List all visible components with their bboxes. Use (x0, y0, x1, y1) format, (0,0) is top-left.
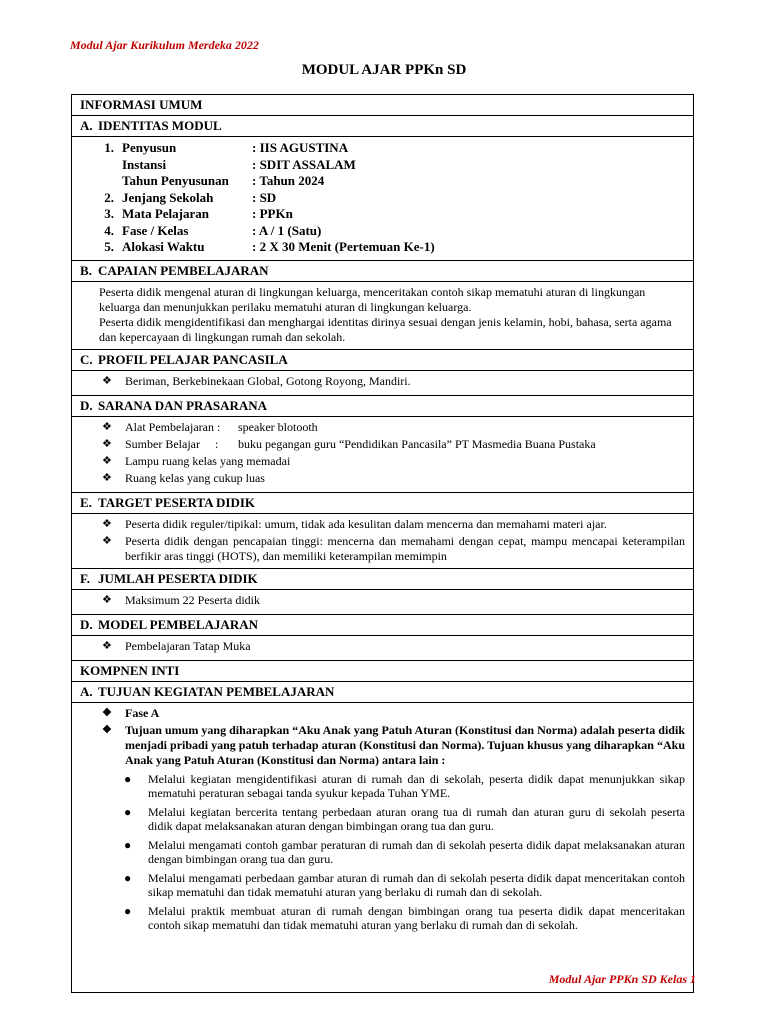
item-text: Melalui praktik membuat aturan di rumah dengan bimbingan orang tua peserta didik dapat menceritakan contoh sikap mematuhi dan tidak mematuhi aturan yang berlaku di rumah dan di sekolah. (148, 903, 685, 932)
document-title: MODUL AJAR PPKn SD (301, 62, 467, 78)
sarana-content (72, 416, 694, 492)
item-text: Pembelajaran Tatap Muka (125, 638, 251, 653)
list-item (102, 420, 685, 437)
header-note: Modul Ajar Kurikulum Merdeka 2022 (70, 38, 259, 52)
section-number: B. (80, 262, 92, 278)
list-item (102, 471, 685, 488)
section-profil-heading (72, 349, 694, 370)
section-model-heading (72, 614, 694, 635)
row-key: Tahun Penyusunan (122, 173, 229, 188)
row-value: : SDIT ASSALAM (252, 156, 356, 172)
diamond-bullet-icon: ❖ (102, 437, 112, 450)
diamond-bullet-icon: ❖ (102, 420, 112, 433)
row-key: Fase / Kelas (122, 222, 189, 238)
item-text: speaker blotooth (238, 419, 318, 434)
tujuan-point (124, 871, 685, 900)
section-title: IDENTITAS MODUL (98, 118, 222, 133)
tujuan-lead-text: Tujuan umum yang diharapkan “Aku Anak yang Patuh Aturan (Konstitusi dan Norma) adalah peserta didik menjadi pribadi yang patuh terhadap aturan (Konstitusi dan Norma). Tujuan khusus yang diharapkan “Aku Anak yang Patuh Aturan (Konstitusi dan Norma) antara lain : (125, 722, 685, 767)
item-text: Peserta didik dengan pencapaian tinggi: mencerna dan memahami dengan cepat, mampu mencapai keterampilan berfikir aras tinggi (HOTS), dan memiliki keterampilan memimpin (125, 533, 685, 563)
section-number: A. (80, 683, 93, 699)
identity-row (72, 190, 693, 207)
identity-row (72, 206, 693, 223)
section-number: E. (80, 494, 92, 510)
row-number: 4. (104, 222, 114, 238)
row-value: : Tahun 2024 (252, 173, 325, 188)
section-informasi-umum: INFORMASI UMUM (72, 95, 694, 116)
round-bullet-icon: ● (124, 837, 132, 852)
model-content (72, 635, 694, 660)
row-key: Jenjang Sekolah (122, 189, 214, 205)
item-text: Melalui mengamati perbedaan gambar aturan di rumah dan di sekolah peserta didik dapat menceritakan contoh sikap mematuhi dan tidak mematuhi aturan yang berlaku di rumah dan di sekolah. (148, 870, 685, 899)
item-key: Sumber Belajar : (125, 436, 219, 451)
fase-label: Fase A (125, 705, 160, 720)
row-number: 3. (104, 206, 114, 221)
list-item (102, 437, 685, 454)
row-value: : PPKn (252, 206, 293, 221)
list-item (102, 593, 685, 610)
item-text: Ruang kelas yang cukup luas (125, 470, 265, 485)
tujuan-content (72, 702, 694, 992)
item-text: Melalui kegiatan mengidentifikasi aturan di rumah dan di sekolah, peserta didik dapat menunjukkan sikap mematuhi peraturan sebagai tanda syukur kepada Tuhan YME. (148, 771, 685, 800)
jumlah-content (72, 589, 694, 614)
capaian-paragraph-1: Peserta didik mengenal aturan di lingkungan keluarga, menceritakan contoh sikap mematuhi aturan di lingkungan keluarga dan menunjukkan perilaku mematuhi aturan di lingkungan keluarga. (99, 284, 646, 314)
item-text: Beriman, Berkebinekaan Global, Gotong Royong, Mandiri. (125, 373, 411, 388)
identitas-content (72, 137, 694, 261)
section-title: CAPAIAN PEMBELAJARAN (98, 262, 269, 278)
diamond-bullet-icon: ❖ (102, 517, 112, 530)
diamond-bullet-icon: ❖ (102, 454, 112, 467)
identity-row (72, 173, 693, 190)
diamond-bullet-icon: ❖ (102, 593, 112, 606)
section-title: PROFIL PELAJAR PANCASILA (98, 351, 288, 367)
tujuan-point (124, 805, 685, 834)
diamond-bullet-icon: ❖ (102, 471, 112, 484)
diamond-bullet-icon: ❖ (102, 374, 112, 387)
row-key: Alokasi Waktu (122, 239, 205, 254)
item-text: Peserta didik reguler/tipikal: umum, tidak ada kesulitan dalam mencerna dan memahami materi ajar. (125, 516, 607, 531)
section-sarana-heading (72, 395, 694, 416)
row-key: Mata Pelajaran (122, 206, 210, 221)
section-title: SARANA DAN PRASARANA (98, 397, 268, 413)
row-number: 5. (104, 239, 114, 254)
item-text: Lampu ruang kelas yang memadai (125, 453, 291, 468)
section-title: TARGET PESERTA DIDIK (98, 494, 256, 510)
identity-row (72, 140, 693, 157)
list-item (102, 374, 685, 391)
row-value: : 2 X 30 Menit (Pertemuan Ke-1) (252, 239, 435, 254)
section-title: MODEL PEMBELAJARAN (98, 616, 258, 632)
item-text: Maksimum 22 Peserta didik (125, 592, 260, 607)
row-value: : A / 1 (Satu) (252, 222, 322, 238)
list-item (102, 517, 685, 534)
row-number (72, 173, 122, 190)
item-text: Melalui mengamati contoh gambar peraturan di rumah dan di sekolah peserta didik dapat melaksanakan aturan dengan bimbingan orang tua dan guru. (148, 837, 685, 866)
section-number: D. (80, 616, 93, 632)
row-key: Instansi (122, 156, 167, 172)
tujuan-point (124, 904, 685, 933)
row-value: : SD (252, 189, 277, 205)
section-capaian-heading (72, 260, 694, 281)
list-item (102, 534, 685, 564)
row-key: Penyusun (122, 140, 177, 155)
tujuan-point (124, 838, 685, 867)
diamond-bullet-icon: ❖ (102, 706, 112, 719)
section-jumlah-heading (72, 568, 694, 589)
item-key: Alat Pembelajaran : (125, 419, 221, 434)
tujuan-point (124, 772, 685, 801)
identity-row (72, 223, 693, 240)
row-number: 1. (104, 140, 114, 155)
row-value: : IIS AGUSTINA (252, 140, 349, 155)
section-title: JUMLAH PESERTA DIDIK (98, 570, 258, 586)
identity-row (72, 157, 693, 174)
profil-content (72, 370, 694, 395)
list-item (102, 706, 685, 723)
round-bullet-icon: ● (124, 903, 132, 918)
item-text: buku pegangan guru “Pendidikan Pancasila” PT Masmedia Buana Pustaka (238, 436, 596, 451)
section-number: C. (80, 351, 93, 367)
section-number: A. (80, 118, 93, 133)
round-bullet-icon: ● (124, 870, 132, 885)
section-komponen-inti: KOMPNEN INTI (72, 660, 694, 681)
list-item (102, 454, 685, 471)
row-number: 2. (104, 189, 114, 205)
section-title: TUJUAN KEGIATAN PEMBELAJARAN (98, 683, 335, 699)
modul-table (71, 94, 694, 993)
round-bullet-icon: ● (124, 771, 132, 786)
section-number: F. (80, 570, 90, 586)
section-tujuan-heading (72, 681, 694, 702)
diamond-bullet-icon: ❖ (102, 639, 112, 652)
diamond-bullet-icon: ❖ (102, 534, 112, 547)
list-item (102, 723, 685, 768)
capaian-paragraph-2: Peserta didik mengidentifikasi dan menghargai identitas dirinya sesuai dengan jenis kelamin, hobi, bahasa, serta agama dan kepercayaan di lingkungan rumah dan sekolah. (99, 314, 672, 344)
footer-note: Modul Ajar PPKn SD Kelas 1 (548, 972, 696, 986)
list-item (102, 639, 685, 656)
section-number: D. (80, 397, 93, 413)
identity-row (72, 239, 693, 256)
section-identitas-heading (72, 116, 694, 137)
row-number (72, 157, 122, 174)
capaian-content (72, 281, 694, 349)
diamond-bullet-icon: ❖ (102, 723, 112, 736)
section-target-heading (72, 492, 694, 513)
item-text: Melalui kegiatan bercerita tentang perbedaan aturan orang tua di rumah dan aturan guru di sekolah peserta didik dapat melaksanakan aturan dengan bimbingan orang tua dan guru. (148, 804, 685, 833)
round-bullet-icon: ● (124, 804, 132, 819)
target-content (72, 513, 694, 568)
